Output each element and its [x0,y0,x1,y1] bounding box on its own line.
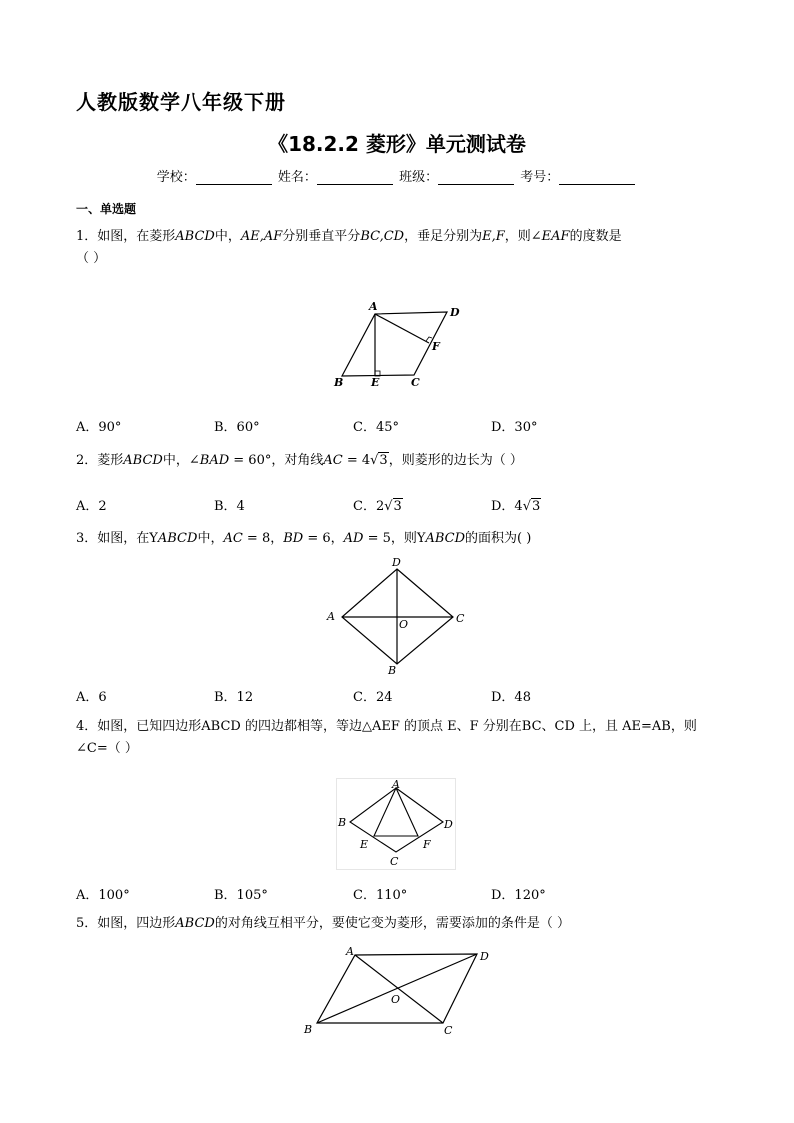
math-term: BC,CD [360,229,405,244]
question-3 [76,528,726,550]
answer-bracket: （ ） [76,251,107,266]
point-label-b: B [338,816,347,829]
question-text: 如图，四边形 [97,916,176,931]
point-label-d: D [392,556,401,569]
math-term: ABCD [175,916,215,931]
question-text: 如图，已知四边形ABCD 的四边都相等，等边△AEF 的顶点 E、F 分别在BC、CD 上，且 AE=AB，则 [97,719,697,734]
point-label-b: B [388,664,397,677]
question-text: 菱形 [97,453,124,468]
math-term: AD [343,531,364,546]
option-d[interactable] [491,495,541,514]
question-1 [76,226,726,270]
question-text: 的面积为( ) [465,531,532,546]
question-text: ，则∠ [504,229,542,244]
point-label-a: A [327,610,335,623]
point-label-a: A [369,300,378,313]
question-text: 的度数是 [569,229,622,244]
student-info-row [0,166,794,185]
point-label-d: D [450,306,460,319]
question-number: 5． [76,916,98,931]
point-label-e: E [360,838,369,851]
option-d[interactable]: D．30° [491,420,538,435]
figure-parallelogram-q3 [322,556,472,678]
option-b[interactable]: B．12 [214,690,254,705]
radicand: 3 [532,499,541,514]
radical-sign: √ [384,499,393,514]
math-term: ABCD [123,453,163,468]
figure-quadrilateral-q5 [296,942,496,1038]
math-term: ABCD [425,531,466,546]
option-a[interactable]: A．6 [76,690,107,705]
question-text: 的对角线互相平分，要使它变为菱形，需要添加的条件是（ ） [214,916,570,931]
point-label-f: F [432,340,440,353]
option-a[interactable]: A．90° [76,420,122,435]
math-term: E,F [482,229,505,244]
option-c[interactable]: C．110° [353,888,408,903]
point-label-d: D [444,818,453,831]
option-b[interactable]: B．105° [214,888,268,903]
figure-rhombus-q1 [330,298,460,390]
point-label-b: B [334,376,344,389]
question-text: = 4 [342,453,371,468]
point-label-o: O [391,993,401,1006]
radicand: 3 [393,499,402,514]
point-label-e: E [371,376,380,389]
question-text: = 6， [303,531,344,546]
math-term: ABCD [175,229,215,244]
point-label-c: C [456,612,465,625]
exam-number-blank[interactable] [559,170,635,185]
question-text: 分别垂直平分 [282,229,361,244]
option-d-text: D．4 [491,499,523,514]
name-blank[interactable] [317,170,393,185]
question-text: ，则菱形的边长为（ ） [388,453,523,468]
question-number: 1． [76,229,98,244]
point-label-d: D [480,950,489,963]
class-blank[interactable] [438,170,514,185]
option-a[interactable]: A．2 [76,499,107,514]
question-text: = 60°，对角线 [229,453,324,468]
question-text: 如图，在菱形 [97,229,176,244]
option-a[interactable]: A．100° [76,888,130,903]
option-c-text: C．2 [353,499,385,514]
option-d[interactable]: D．120° [491,888,546,903]
math-term: EAF [541,229,570,244]
option-c[interactable]: C．45° [353,420,399,435]
point-label-c: C [411,376,420,389]
question-number: 3． [76,531,98,546]
point-label-a: A [392,778,400,791]
point-label-c: C [444,1024,453,1037]
point-label-b: B [304,1023,313,1036]
math-term: AC [323,453,343,468]
field-label-name: 姓名： [277,170,317,185]
question-text: = 5，则Y [363,531,426,546]
field-label-exam-number: 考号： [520,170,560,185]
math-term: ABCD [157,531,198,546]
figure-rhombus-q4 [336,778,456,870]
question-text: 如图，在Y [97,531,158,546]
question-text: ，垂足分别为 [404,229,483,244]
option-b[interactable]: B．60° [214,420,260,435]
math-term: AE,AF [240,229,283,244]
field-label-class: 班级： [399,170,439,185]
question-text: 中，∠ [162,453,200,468]
school-blank[interactable] [196,170,272,185]
question-4 [76,716,726,760]
point-label-f: F [423,838,431,851]
point-label-c: C [390,855,399,868]
radicand: 3 [379,453,388,468]
point-label-a: A [346,945,354,958]
question-number: 4． [76,719,98,734]
question-text: 中， [197,531,224,546]
question-5 [76,913,726,935]
question-text: = 8， [242,531,284,546]
radical-sign: √ [370,453,379,468]
math-term: AC [223,531,243,546]
question-number: 2． [76,453,98,468]
math-term: BD [283,531,304,546]
option-c[interactable] [353,495,403,514]
option-b[interactable]: B．4 [214,499,245,514]
point-label-o: O [399,618,409,631]
question-text: 中， [214,229,241,244]
option-c[interactable]: C．24 [353,690,393,705]
question-2 [76,450,726,472]
document-title: 人教版数学八年级下册 [76,90,286,114]
document-subtitle: 《18.2.2 菱形》单元测试卷 [268,132,526,156]
math-term: BAD [199,453,230,468]
field-label-school: 学校： [156,170,196,185]
radical-sign: √ [522,499,531,514]
section-heading: 一、单选题 [76,202,137,216]
question-text: ∠C=（ ） [76,741,138,756]
option-d[interactable]: D．48 [491,690,531,705]
